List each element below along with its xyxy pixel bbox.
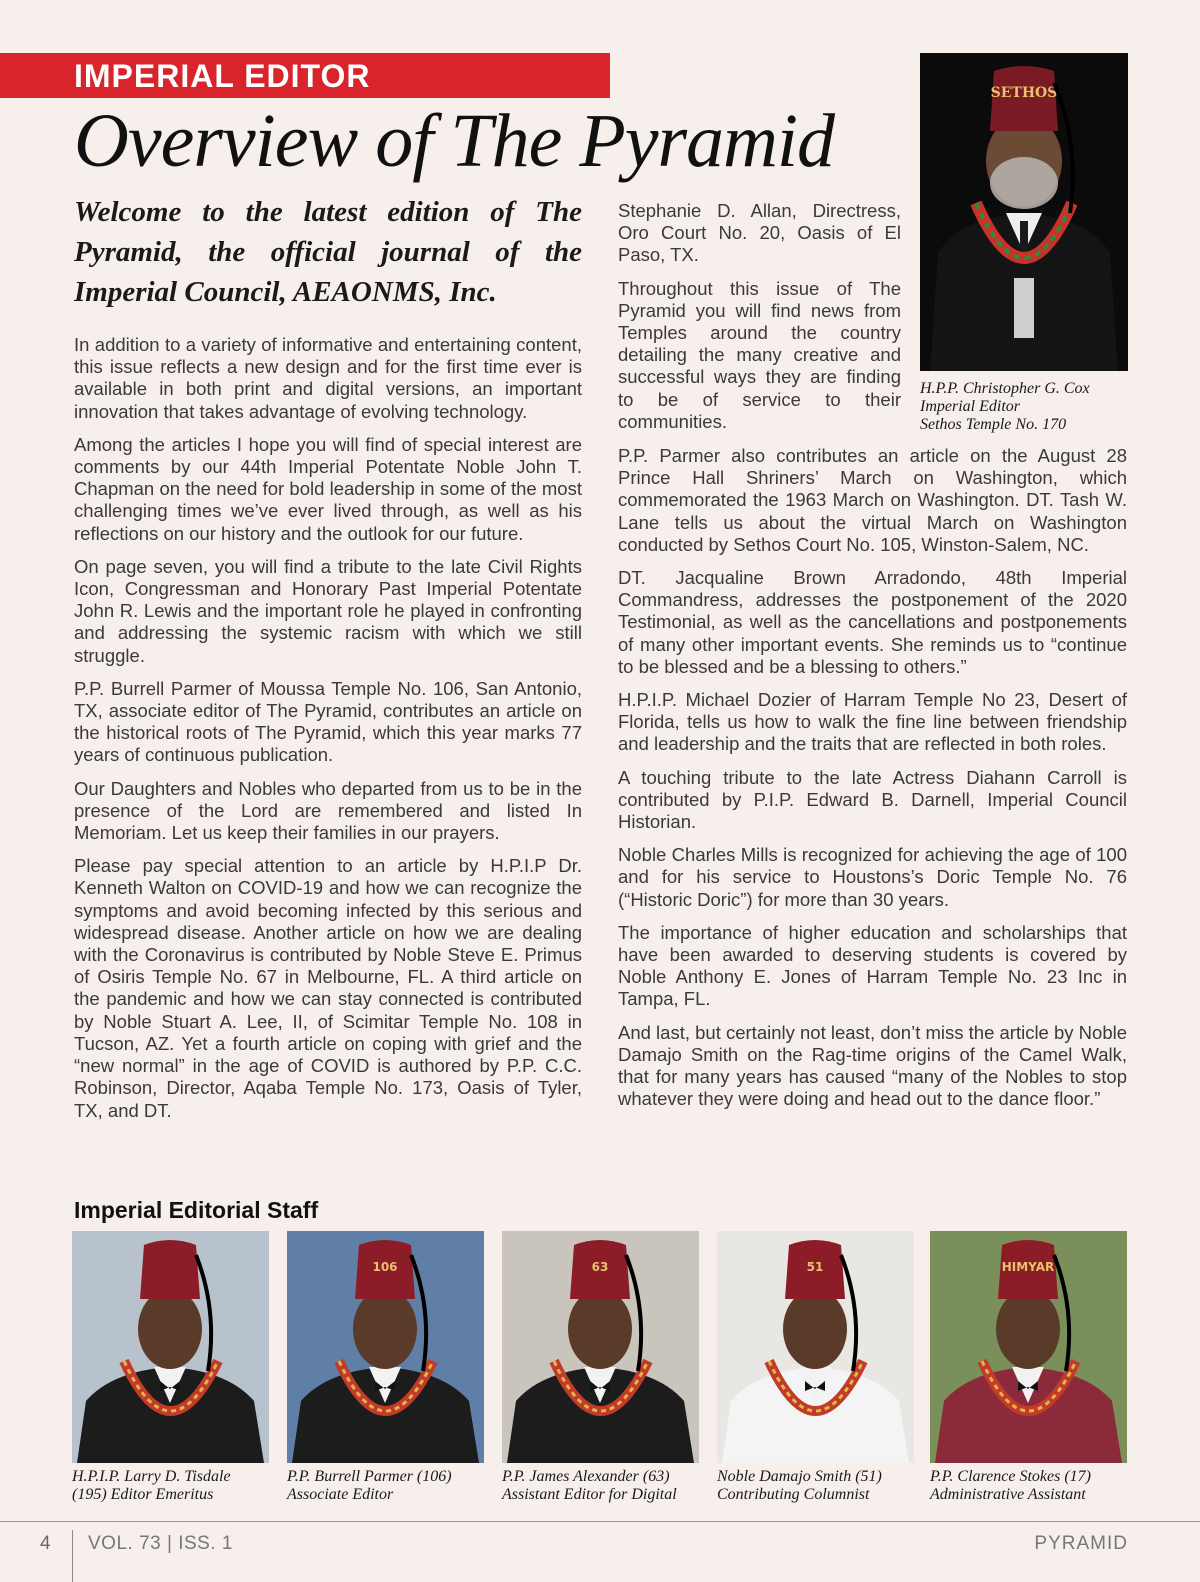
staff-caption — [717, 1468, 922, 1504]
paragraph: Throughout this issue of The Pyramid you will find news from Temples around the country detailing the many creative and successful ways they are finding to be of service to their communities. — [618, 277, 901, 432]
portrait-illustration — [287, 1231, 484, 1463]
right-column — [618, 445, 1127, 1121]
staff-heading: Imperial Editorial Staff — [74, 1197, 319, 1223]
paragraph: Our Daughters and Nobles who departed from us to be in the presence of the Lord are remembered and listed In Memoriam. Let us keep their families in our prayers. — [74, 777, 582, 844]
staff-photo — [717, 1231, 914, 1463]
portrait-illustration — [717, 1231, 914, 1463]
paragraph: Please pay special attention to an article by H.P.I.P Dr. Kenneth Walton on COVID-19 and how we can recognize the symptoms and avoid becoming infected by this serious and widespread disease. Another article on how we are dealing with the Coronavirus is contributed by Noble Steve E. Primus of Osiris Temple No. 67 in Melbourne, FL. A third article on the pandemic and how we can stay connected is contributed by Noble Stuart A. Lee, II, of Scimitar Temple No. 108 in Tucson, AZ. Yet a fourth article on coping with grief and the “new normal” in the age of COVID is authored by P.P. C.C. Robinson, Director, Aqaba Temple No. 173, Oasis of Tyler, TX, and DT. — [74, 855, 582, 1121]
section-banner — [0, 53, 610, 98]
staff-photo — [287, 1231, 484, 1463]
portrait-illustration — [502, 1231, 699, 1463]
staff-photo — [502, 1231, 699, 1463]
left-column — [74, 334, 582, 1133]
staff-role: Associate Editor — [287, 1486, 394, 1503]
fez-text: 106 — [372, 1260, 398, 1274]
staff-role: Administrative Assistant — [930, 1486, 1086, 1503]
staff-photo — [930, 1231, 1127, 1463]
staff-name: P.P. Burrell Parmer (106) — [287, 1468, 452, 1485]
fez-text: HIMYAR — [1001, 1260, 1055, 1274]
staff-name: Noble Damajo Smith (51) — [717, 1468, 882, 1485]
fez-text: 63 — [591, 1260, 609, 1274]
staff-name: P.P. James Alexander (63) — [502, 1468, 670, 1485]
portrait-illustration — [930, 1231, 1127, 1463]
fez — [140, 1240, 200, 1299]
volume-issue: VOL. 73 | ISS. 1 — [88, 1533, 233, 1554]
paragraph: The importance of higher education and scholarships that have been awarded to deserving students is covered by Noble Anthony E. Jones of Harram Temple No. 23 Inc in Tampa, FL. — [618, 921, 1127, 1010]
staff-name: P.P. Clarence Stokes (17) — [930, 1468, 1092, 1485]
fez-text: SETHOS — [990, 85, 1058, 101]
paragraph: On page seven, you will find a tribute to the late Civil Rights Icon, Congressman and Honorary Past Imperial Potentate John R. Lewis and the important role he played in confronting and addressing the systemic racism with which we still struggle. — [74, 555, 582, 666]
fez-text: 51 — [806, 1260, 824, 1274]
staff-role: Assistant Editor for Digital — [502, 1486, 677, 1503]
editor-name: H.P.P. Christopher G. Cox — [920, 380, 1090, 397]
paragraph: P.P. Parmer also contributes an article on the August 28 Prince Hall Shriners’ March on Washington, which commemorated the 1963 March on Washington. DT. Tash W. Lane tells us about the virtual March on Washington conducted by Sethos Court No. 105, Winston-Salem, NC. — [618, 445, 1127, 555]
paragraph: Among the articles I hope you will find of special interest are comments by our 44th Imperial Potentate Noble John T. Chapman on the need for bold leadership in some of the most challenging times we’ve ever lived through, as well as his reflections on our history and the outlook for our future. — [74, 433, 582, 544]
staff-photo — [72, 1231, 269, 1463]
portrait-illustration — [72, 1231, 269, 1463]
middle-column — [618, 200, 901, 444]
staff-role: Contributing Columnist — [717, 1486, 870, 1503]
editor-temple: Sethos Temple No. 170 — [920, 416, 1067, 433]
page-number: 4 — [40, 1533, 51, 1554]
intro-paragraph: Welcome to the latest edition of The Pyramid, the official journal of the Imperial Council, AEAONMS, Inc. — [74, 196, 582, 308]
face — [353, 1289, 417, 1369]
magazine-name: PYRAMID — [1034, 1533, 1128, 1554]
paragraph: A touching tribute to the late Actress Diahann Carroll is contributed by P.I.P. Edward B. Darnell, Imperial Council Historian. — [618, 766, 1127, 833]
staff-name: H.P.I.P. Larry D. Tisdale — [72, 1468, 231, 1485]
section-label: IMPERIAL EDITOR — [74, 58, 371, 94]
paragraph: H.P.I.P. Michael Dozier of Harram Temple No 23, Desert of Florida, tells us how to walk the fine line between friendship and leadership and the traits that are reflected in both roles. — [618, 689, 1127, 755]
staff-caption — [72, 1468, 277, 1504]
footer-divider — [0, 1521, 1200, 1522]
paragraph: DT. Jacqualine Brown Arradondo, 48th Imperial Commandress, addresses the postponement of the 2020 Testimonial, as well as the cancellations and postponements of many other important events. She reminds us to “continue to be blessed and be a blessing to others.” — [618, 567, 1127, 677]
footer-vertical-divider — [72, 1530, 73, 1582]
face — [996, 1289, 1060, 1369]
staff-role: (195) Editor Emeritus — [72, 1486, 214, 1503]
editor-title: Imperial Editor — [920, 398, 1020, 415]
editor-photo — [920, 53, 1128, 371]
paragraph: Stephanie D. Allan, Directress, Oro Court No. 20, Oasis of El Paso, TX. — [618, 200, 901, 266]
face — [783, 1289, 847, 1369]
editor-caption — [920, 380, 1130, 434]
paragraph: And last, but certainly not least, don’t miss the article by Noble Damajo Smith on the Rag-time origins of the Camel Walk, that for many years has caused “many of the Nobles to stop whatever they were doing and head out to the dance floor.” — [618, 1021, 1128, 1110]
face — [138, 1289, 202, 1369]
page-title: Overview of The Pyramid — [74, 99, 835, 183]
staff-caption — [930, 1468, 1135, 1504]
staff-caption — [287, 1468, 492, 1504]
paragraph: In addition to a variety of informative and entertaining content, this issue reflects a new design and for the first time ever is available in both print and digital versions, an important innovation that takes advantage of evolving technology. — [74, 334, 582, 422]
paragraph: Noble Charles Mills is recognized for achieving the age of 100 and for his service to Houstons’s Doric Temple No. 76 (“Historic Doric”) for more than 30 years. — [618, 844, 1127, 910]
staff-caption — [502, 1468, 707, 1504]
face — [568, 1289, 632, 1369]
paragraph: P.P. Burrell Parmer of Moussa Temple No. 106, San Antonio, TX, associate editor of The Pyramid, contributes an article on the historical roots of The Pyramid, which this year marks 77 years of continuous publication. — [74, 677, 582, 766]
